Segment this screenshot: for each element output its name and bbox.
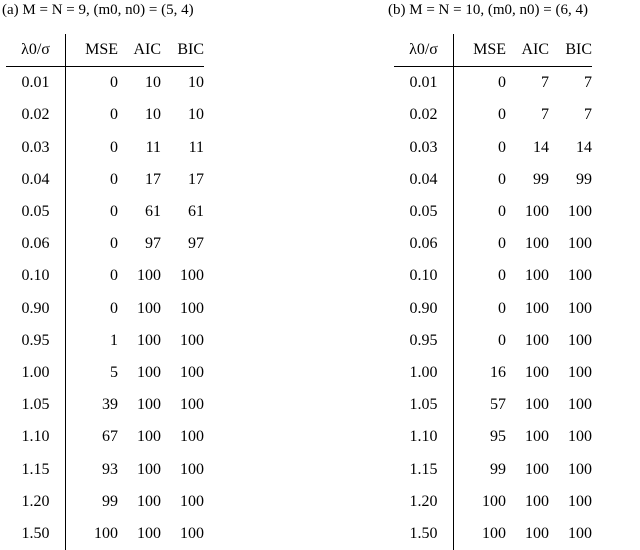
table-row	[394, 293, 592, 325]
cell-bic: 100	[180, 492, 204, 510]
header-lambda: λ0/σ	[394, 34, 454, 67]
cell-lambda: 0.05	[6, 196, 66, 228]
table-row	[394, 260, 592, 292]
table-row	[6, 132, 204, 164]
caption-table-a: (a) M = N = 9, (m0, n0) = (5, 4)	[2, 2, 194, 18]
cell-mse: 0	[498, 331, 506, 349]
header-mse: MSE	[454, 34, 507, 67]
cell-aic: 100	[525, 460, 549, 478]
table-row	[394, 357, 592, 389]
cell-mse: 100	[482, 492, 506, 510]
table-row	[394, 99, 592, 131]
cell-aic: 99	[533, 170, 549, 188]
cell-mse: 93	[102, 460, 118, 478]
cell-bic: 100	[568, 524, 592, 542]
table-row	[6, 453, 204, 485]
cell-aic: 100	[525, 267, 549, 285]
cell-aic: 100	[137, 460, 161, 478]
table-body	[6, 67, 204, 550]
cell-aic: 100	[525, 363, 549, 381]
table-row	[6, 67, 204, 100]
cell-lambda: 1.50	[6, 518, 66, 550]
cell-lambda: 0.10	[6, 260, 66, 292]
cell-mse: 0	[110, 203, 118, 221]
cell-aic: 7	[541, 74, 549, 92]
table-row	[6, 389, 204, 421]
table-row	[6, 486, 204, 518]
cell-mse: 0	[498, 203, 506, 221]
cell-bic: 100	[180, 460, 204, 478]
cell-mse: 95	[490, 428, 506, 446]
cell-lambda: 0.06	[394, 228, 454, 260]
cell-lambda: 0.90	[394, 293, 454, 325]
cell-bic: 100	[568, 331, 592, 349]
table-row	[6, 325, 204, 357]
cell-bic: 100	[180, 267, 204, 285]
cell-lambda: 1.05	[6, 389, 66, 421]
header-bic: BIC	[549, 34, 592, 67]
cell-lambda: 0.01	[6, 67, 66, 100]
table-row	[6, 164, 204, 196]
cell-mse: 0	[498, 299, 506, 317]
cell-bic: 17	[188, 170, 204, 188]
cell-lambda: 0.01	[394, 67, 454, 100]
table-row	[394, 164, 592, 196]
cell-lambda: 1.15	[6, 453, 66, 485]
cell-lambda: 0.06	[6, 228, 66, 260]
table-row	[394, 421, 592, 453]
header-aic: AIC	[506, 34, 549, 67]
cell-bic: 14	[576, 138, 592, 156]
cell-aic: 100	[137, 396, 161, 414]
cell-bic: 61	[188, 203, 204, 221]
cell-bic: 100	[568, 460, 592, 478]
cell-aic: 14	[533, 138, 549, 156]
cell-bic: 100	[180, 331, 204, 349]
cell-aic: 100	[137, 299, 161, 317]
cell-mse: 100	[482, 524, 506, 542]
cell-aic: 100	[525, 331, 549, 349]
cell-bic: 100	[568, 396, 592, 414]
cell-mse: 0	[498, 235, 506, 253]
cell-aic: 17	[145, 170, 161, 188]
cell-bic: 100	[180, 396, 204, 414]
table-row	[394, 518, 592, 550]
table-row	[394, 486, 592, 518]
results-table-a	[6, 34, 204, 550]
header-lambda: λ0/σ	[6, 34, 66, 67]
cell-mse: 0	[498, 170, 506, 188]
cell-aic: 97	[145, 235, 161, 253]
cell-aic: 10	[145, 106, 161, 124]
cell-lambda: 0.04	[6, 164, 66, 196]
table-row	[6, 196, 204, 228]
cell-lambda: 0.95	[394, 325, 454, 357]
cell-lambda: 1.10	[6, 421, 66, 453]
cell-lambda: 0.02	[6, 99, 66, 131]
cell-lambda: 0.05	[394, 196, 454, 228]
cell-aic: 10	[145, 74, 161, 92]
table-row	[394, 325, 592, 357]
cell-mse: 0	[110, 74, 118, 92]
cell-aic: 100	[137, 524, 161, 542]
cell-aic: 11	[145, 138, 161, 156]
header-bic: BIC	[161, 34, 204, 67]
cell-aic: 100	[525, 235, 549, 253]
cell-lambda: 1.50	[394, 518, 454, 550]
cell-aic: 100	[525, 524, 549, 542]
cell-lambda: 1.00	[6, 357, 66, 389]
cell-aic: 61	[145, 203, 161, 221]
cell-mse: 1	[110, 331, 118, 349]
cell-mse: 5	[110, 363, 118, 381]
cell-mse: 0	[110, 267, 118, 285]
cell-lambda: 1.00	[394, 357, 454, 389]
cell-aic: 100	[525, 396, 549, 414]
table-row	[394, 453, 592, 485]
cell-bic: 100	[568, 492, 592, 510]
cell-bic: 100	[180, 363, 204, 381]
cell-lambda: 0.04	[394, 164, 454, 196]
table-row	[6, 421, 204, 453]
cell-lambda: 1.05	[394, 389, 454, 421]
cell-mse: 57	[490, 396, 506, 414]
cell-mse: 0	[498, 106, 506, 124]
table-body	[394, 67, 592, 550]
cell-mse: 0	[498, 74, 506, 92]
cell-bic: 100	[180, 428, 204, 446]
cell-aic: 100	[525, 299, 549, 317]
cell-bic: 7	[584, 74, 592, 92]
header-mse: MSE	[66, 34, 119, 67]
cell-mse: 0	[498, 138, 506, 156]
cell-bic: 100	[568, 363, 592, 381]
cell-aic: 100	[137, 428, 161, 446]
table-row	[6, 228, 204, 260]
caption-table-b: (b) M = N = 10, (m0, n0) = (6, 4)	[388, 2, 588, 18]
table-row	[394, 228, 592, 260]
cell-bic: 10	[188, 106, 204, 124]
table-row	[6, 357, 204, 389]
cell-lambda: 1.20	[6, 486, 66, 518]
cell-mse: 0	[498, 267, 506, 285]
table-header-row	[6, 34, 204, 67]
cell-bic: 10	[188, 74, 204, 92]
cell-mse: 0	[110, 138, 118, 156]
cell-bic: 7	[584, 106, 592, 124]
cell-mse: 0	[110, 235, 118, 253]
cell-lambda: 1.15	[394, 453, 454, 485]
table-row	[394, 196, 592, 228]
cell-lambda: 0.10	[394, 260, 454, 292]
table-row	[6, 260, 204, 292]
table-row	[6, 99, 204, 131]
cell-mse: 16	[490, 363, 506, 381]
cell-bic: 100	[568, 203, 592, 221]
cell-bic: 100	[180, 524, 204, 542]
table-row	[6, 518, 204, 550]
cell-bic: 100	[568, 235, 592, 253]
cell-lambda: 1.10	[394, 421, 454, 453]
cell-bic: 100	[568, 267, 592, 285]
cell-lambda: 0.90	[6, 293, 66, 325]
cell-bic: 99	[576, 170, 592, 188]
cell-mse: 99	[490, 460, 506, 478]
cell-mse: 0	[110, 299, 118, 317]
table-header-row	[394, 34, 592, 67]
cell-bic: 100	[180, 299, 204, 317]
table-row	[394, 132, 592, 164]
cell-lambda: 1.20	[394, 486, 454, 518]
cell-lambda: 0.95	[6, 325, 66, 357]
table-row	[6, 293, 204, 325]
table-row	[394, 389, 592, 421]
cell-aic: 100	[525, 203, 549, 221]
cell-aic: 100	[137, 331, 161, 349]
cell-aic: 100	[525, 492, 549, 510]
cell-bic: 100	[568, 299, 592, 317]
cell-aic: 7	[541, 106, 549, 124]
results-table-b	[394, 34, 592, 550]
cell-bic: 100	[568, 428, 592, 446]
cell-bic: 11	[188, 138, 204, 156]
cell-aic: 100	[525, 428, 549, 446]
table-row	[394, 67, 592, 100]
cell-lambda: 0.02	[394, 99, 454, 131]
cell-lambda: 0.03	[6, 132, 66, 164]
cell-aic: 100	[137, 492, 161, 510]
cell-mse: 100	[94, 524, 118, 542]
header-aic: AIC	[118, 34, 161, 67]
cell-mse: 0	[110, 106, 118, 124]
cell-mse: 0	[110, 170, 118, 188]
cell-bic: 97	[188, 235, 204, 253]
cell-mse: 39	[102, 396, 118, 414]
cell-mse: 99	[102, 492, 118, 510]
cell-mse: 67	[102, 428, 118, 446]
cell-aic: 100	[137, 267, 161, 285]
cell-aic: 100	[137, 363, 161, 381]
cell-lambda: 0.03	[394, 132, 454, 164]
